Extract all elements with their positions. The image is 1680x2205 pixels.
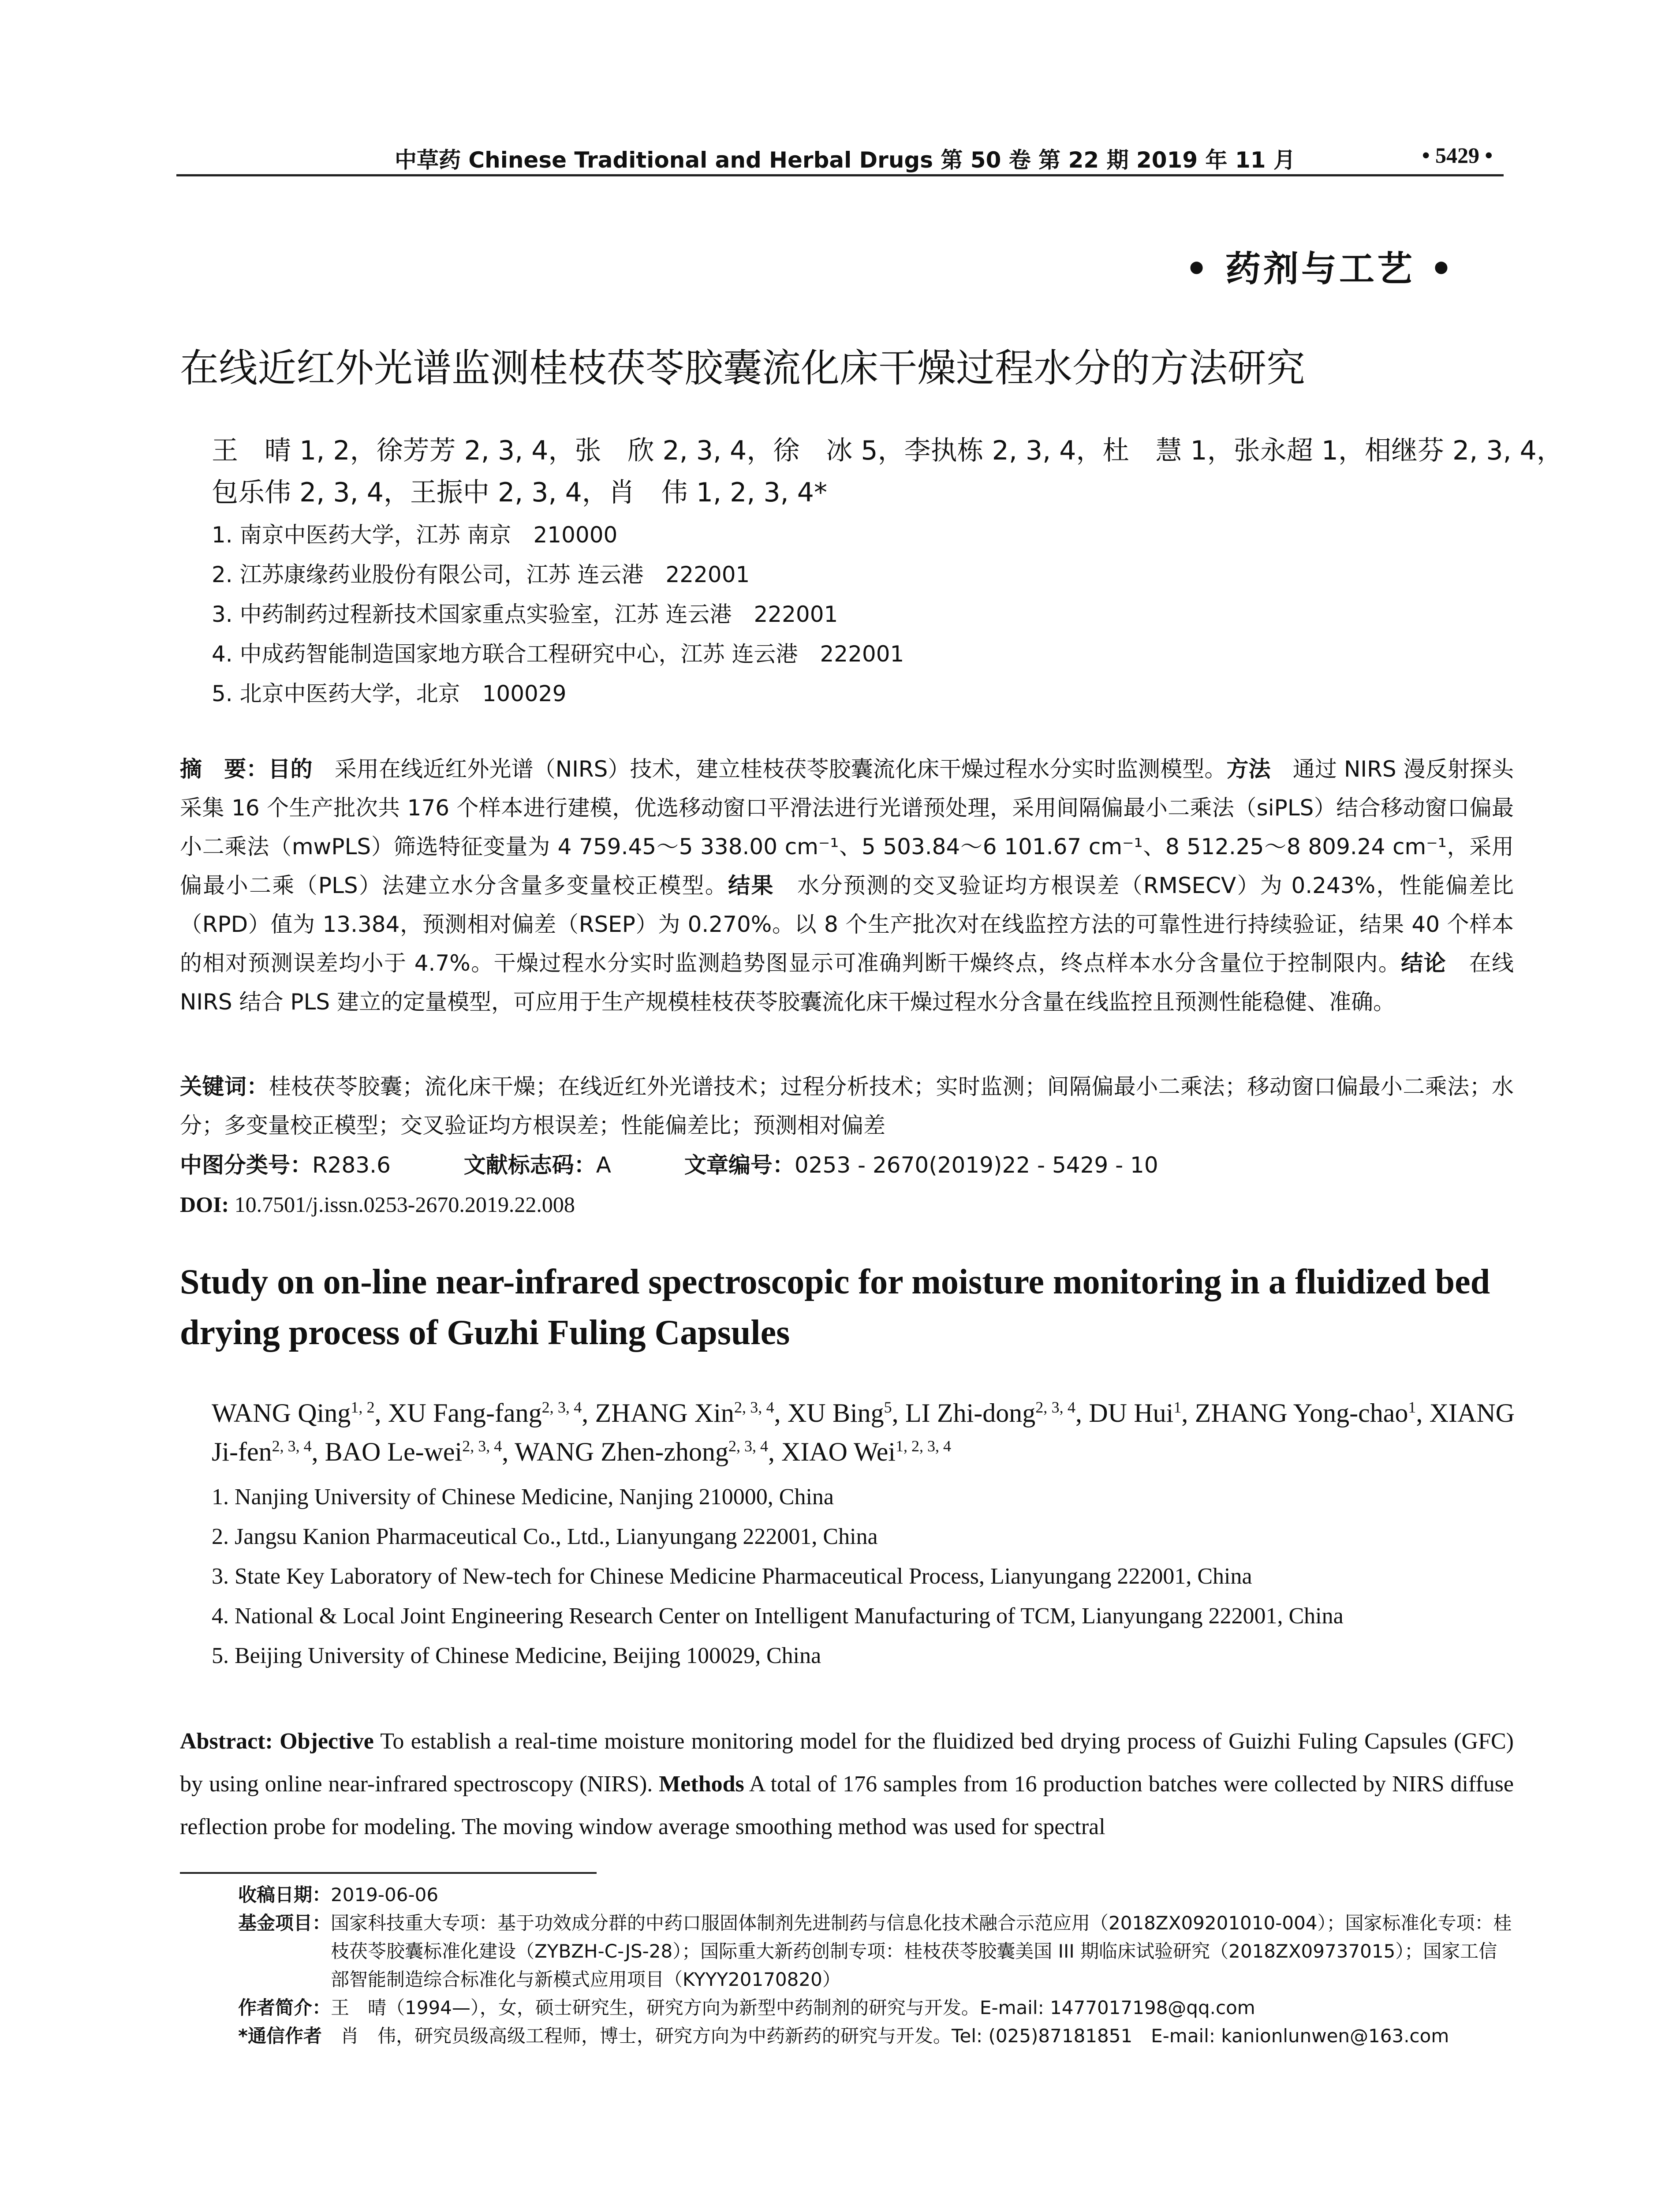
author-affiliation-marker: 2, 3, 4 [462, 1437, 502, 1455]
methods-label: Methods [659, 1771, 744, 1797]
author-line: 包乐伟 2, 3, 4，王振中 2, 3, 4，肖 伟 1, 2, 3, 4* [212, 477, 827, 508]
doi-label: DOI: [180, 1192, 229, 1217]
running-header [176, 135, 1504, 176]
chinese-title: 在线近红外光谱监测桂枝茯苓胶囊流化床干燥过程水分的方法研究 [180, 345, 1306, 391]
objective-text: 采用在线近红外光谱（NIRS）技术，建立桂枝茯苓胶囊流化床干燥过程水分实时监测模型。 [312, 756, 1227, 782]
author-affiliation-marker: 2, 3, 4 [541, 1398, 582, 1416]
author-affiliation-marker: 2, 3, 4 [1035, 1398, 1075, 1416]
affiliation: 1. Nanjing University of Chinese Medicine, Nanjing 210000, China [212, 1484, 834, 1510]
english-abstract [180, 1720, 1514, 1848]
footnote-corresponding: *通信作者 肖 伟，研究员级高级工程师，博士，研究方向为中药新药的研究与开发。Tel: (025)87181851 E-mail: kanionlunwen@163.com [238, 2025, 1449, 2047]
author-name: WANG Zhen-zhong [515, 1437, 728, 1466]
footnotes [238, 1881, 1515, 2050]
page-number: • 5429 • [1422, 143, 1493, 168]
abstract-objective-label: Abstract: Objective [180, 1729, 374, 1754]
footnote-received: 收稿日期： 2019-06-06 [238, 1884, 439, 1906]
affiliation: 4. National & Local Joint Engineering Research Center on Intelligent Manufacturing of TCM, Lianyungang 222001, China [212, 1603, 1344, 1629]
author-name: XIANG Ji-fen [212, 1398, 1515, 1466]
footnote-divider [180, 1872, 597, 1874]
english-title: Study on on-line near-infrared spectroscopic for moisture monitoring in a fluidized bed drying process of Guzhi Fuling Capsules [180, 1263, 1490, 1352]
conclusion-text: 在线 NIRS 结合 PLS 建立的定量模型，可应用于生产规模桂枝茯苓胶囊流化床干燥过程水分含量在线监控且预测性能稳健、准确。 [180, 950, 1514, 1015]
author-name: DU Hui [1089, 1398, 1174, 1428]
results-label: 结果 [728, 873, 774, 898]
author-affiliation-marker: 5 [884, 1398, 892, 1416]
author-affiliation-marker: 2, 3, 4 [728, 1437, 768, 1455]
doc-code-label: 文献标志码： [463, 1152, 596, 1178]
author-line: 王 晴 1, 2，徐芳芳 2, 3, 4，张 欣 2, 3, 4，徐 冰 5，李执栋 2, 3, 4，杜 慧 1，张永超 1，相继芬 2, 3, 4， [212, 435, 1563, 466]
abstract-label: 摘 要： [180, 756, 269, 782]
section-heading: • 药剂与工艺 • [1185, 248, 1455, 289]
chinese-affiliations [212, 515, 904, 714]
chinese-authors [212, 430, 1563, 514]
conclusion-label: 结论 [1401, 950, 1447, 976]
affiliation: 1. 南京中医药大学，江苏 南京 210000 [212, 522, 618, 548]
methods-label: 方法 [1226, 756, 1271, 782]
methods-text: A total of 176 samples from 16 production batches were collected by NIRS diffuse reflection probe for modeling. The moving window average smoothing method was used for spectral [180, 1771, 1514, 1839]
author-name: WANG Qing [212, 1398, 351, 1428]
classification-info [180, 1146, 1225, 1185]
affiliation: 5. Beijing University of Chinese Medicine, Beijing 100029, China [212, 1643, 821, 1668]
objective-text: To establish a real-time moisture monitoring model for the fluidized bed drying process of Guizhi Fuling Capsules (GFC) by using online near-infrared spectroscopy (NIRS). [180, 1729, 1514, 1797]
author-name: BAO Le-wei [325, 1437, 463, 1466]
author-name: XU Bing [787, 1398, 884, 1428]
author-name: ZHANG Xin [595, 1398, 734, 1428]
article-no-label: 文章编号： [684, 1152, 795, 1178]
affiliation: 4. 中成药智能制造国家地方联合工程研究中心，江苏 连云港 222001 [212, 641, 904, 667]
author-name: XIAO Wei [781, 1437, 896, 1466]
author-affiliation-marker: 1 [1173, 1398, 1182, 1416]
doi [180, 1185, 575, 1224]
article-no-value: 0253 - 2670(2019)22 - 5429 - 10 [794, 1152, 1158, 1178]
clc-value: R283.6 [312, 1152, 391, 1178]
methods-text: 通过 NIRS 漫反射探头采集 16 个生产批次共 176 个样本进行建模，优选移动窗口平滑法进行光谱预处理，采用间隔偏最小二乘法（siPLS）结合移动窗口偏最小二乘法（mwPLS）筛选特征变量为 4 759.45～5 338.00 cm⁻¹、5 503.84～6 101.67 cm⁻¹、8 512.25～8 809.24 cm⁻¹，采用偏最小二乘（PLS）法建立水分含量多变量校正模型。 [180, 756, 1514, 898]
results-text: 水分预测的交叉验证均方根误差（RMSECV）为 0.243%，性能偏差比（RPD）值为 13.384，预测相对偏差（RSEP）为 0.270%。以 8 个生产批次对在线监控方法的可靠性进行持续验证，结果 40 个样本的相对预测误差均小于 4.7%。干燥过程水分实时监测趋势图显示可准确判断干燥终点，终点样本水分含量位于控制限内。 [180, 873, 1514, 976]
clc-label: 中图分类号： [180, 1152, 312, 1178]
author-affiliation-marker: 1, 2 [351, 1398, 375, 1416]
author-name: XU Fang-fang [388, 1398, 542, 1428]
affiliation: 2. 江苏康缘药业股份有限公司，江苏 连云港 222001 [212, 562, 750, 587]
keywords-text: 桂枝茯苓胶囊；流化床干燥；在线近红外光谱技术；过程分析技术；实时监测；间隔偏最小二乘法；移动窗口偏最小二乘法；水分；多变量校正模型；交叉验证均方根误差；性能偏差比；预测相对偏差 [180, 1074, 1514, 1138]
chinese-keywords [180, 1067, 1514, 1145]
author-affiliation-marker: 1 [1408, 1398, 1416, 1416]
chinese-abstract [180, 750, 1514, 1021]
english-authors: WANG Qing$^{1, 2}$, XU Fang-fang$^{2, 3, 4}$, ZHANG Xin$^{2, 3, 4}$, XU Bing$^5$, LI Zhi-dong$^{2, 3, 4}$, DU Hui$^1$, ZHANG Yong-chao$^1$, XIANG Ji-fen$^{2, 3, 4}$, BAO Le-wei$^{2, 3, 4}$, WANG Zhen-zhong$^{2, 3, 4}$, XIAO Wei$^{1, 2, 3, 4}$ [212, 1398, 1515, 1466]
author-name: LI Zhi-dong [905, 1398, 1036, 1428]
affiliation: 2. Jangsu Kanion Pharmaceutical Co., Ltd., Lianyungang 222001, China [212, 1524, 878, 1549]
doc-code-value: A [596, 1152, 612, 1178]
english-affiliations [212, 1477, 1344, 1676]
keywords-label: 关键词： [180, 1074, 269, 1099]
affiliation: 3. 中药制药过程新技术国家重点实验室，江苏 连云港 222001 [212, 602, 838, 627]
footnote-author-bio: 作者简介： 王 晴（1994—），女，硕士研究生，研究方向为新型中药制剂的研究与开发。E-mail: 1477017198@qq.com [238, 1997, 1255, 2018]
author-affiliation-marker: 1, 2, 3, 4 [896, 1437, 952, 1455]
author-affiliation-marker: 2, 3, 4 [734, 1398, 774, 1416]
affiliation: 3. State Key Laboratory of New-tech for Chinese Medicine Pharmaceutical Process, Lianyungang 222001, China [212, 1564, 1252, 1589]
footnote-funding: 基金项目： 国家科技重大专项：基于功效成分群的中药口服固体制剂先进制药与信息化技术融合示范应用（2018ZX09201010-004）；国家标准化专项：桂枝茯苓胶囊标准化建设（ZYBZH-C-JS-28）；国际重大新药创制专项：桂枝茯苓胶囊美国 III 期临床试验研究（2018ZX09737015）；国家工信部智能制造综合标准化与新模式应用项目（KYYY20170820） [238, 1912, 1512, 1990]
objective-label: 目的 [268, 756, 313, 782]
doi-link[interactable]: 10.7501/j.issn.0253-2670.2019.22.008 [229, 1192, 575, 1217]
author-affiliation-marker: 2, 3, 4 [272, 1437, 312, 1455]
author-name: ZHANG Yong-chao [1195, 1398, 1408, 1428]
journal-header: 中草药 Chinese Traditional and Herbal Drugs 第 50 卷 第 22 期 2019 年 11 月 [395, 147, 1295, 173]
affiliation: 5. 北京中医药大学，北京 100029 [212, 681, 567, 706]
